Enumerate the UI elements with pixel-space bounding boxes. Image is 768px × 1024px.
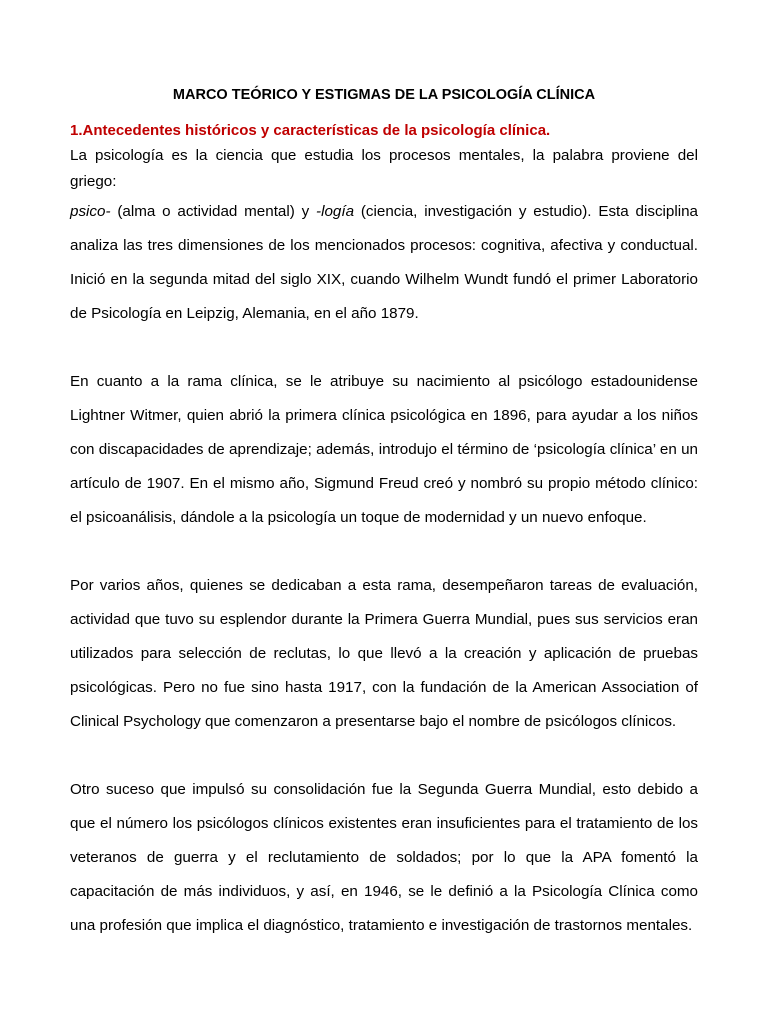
term-psico-gloss: (alma o actividad mental) y xyxy=(110,203,317,220)
paragraph-1-line-1: La psicología es la ciencia que estudia los procesos mentales, la palabra proviene del griego: xyxy=(70,147,698,190)
paragraph-4: Otro suceso que impulsó su consolidación fue la Segunda Guerra Mundial, esto debido a que el número los psicólogos clínicos existentes eran insuficientes para el tratamiento de los veteranos de guerra y el reclutamiento de soldados; por lo que la APA fomentó la capacitación de más individuos, y así, en 1946, se le definió a la Psicología Clínica como una profesión que implica el diagnóstico, tratamiento e investigación de trastornos mentales. xyxy=(70,781,698,934)
term-logia: -logía xyxy=(316,203,355,220)
paragraph-1 xyxy=(70,143,698,331)
term-psico: psico- xyxy=(70,203,111,220)
paragraph-1-rest: (ciencia, investigación y estudio). Esta disciplina analiza las tres dimensiones de los mencionados procesos: cognitiva, afectiva y conductual. Inició en la segunda mitad del siglo XIX, cuando Wilhelm Wundt fundó el primer Laboratorio de Psicología en Leipzig, Alemania, en el año 1879. xyxy=(70,203,698,322)
section-heading: 1.Antecedentes históricos y características de la psicología clínica. xyxy=(70,122,551,139)
paragraph-2: En cuanto a la rama clínica, se le atribuye su nacimiento al psicólogo estadounidense Lightner Witmer, quien abrió la primera clínica psicológica en 1896, para ayudar a los niños con discapacidades de aprendizaje; además, introdujo el término de ‘psicología clínica’ en un artículo de 1907. En el mismo año, Sigmund Freud creó y nombró su propio método clínico: el psicoanálisis, dándole a la psicología un toque de modernidad y un nuevo enfoque. xyxy=(70,373,698,526)
document-title: MARCO TEÓRICO Y ESTIGMAS DE LA PSICOLOGÍA CLÍNICA xyxy=(172,87,596,103)
paragraph-3: Por varios años, quienes se dedicaban a esta rama, desempeñaron tareas de evaluación, actividad que tuvo su esplendor durante la Primera Guerra Mundial, pues sus servicios eran utilizados para selección de reclutas, lo que llevó a la creación y aplicación de pruebas psicológicas. Pero no fue sino hasta 1917, con la fundación de la American Association of Clinical Psychology que comenzaron a presentarse bajo el nombre de psicólogos clínicos. xyxy=(70,577,698,730)
